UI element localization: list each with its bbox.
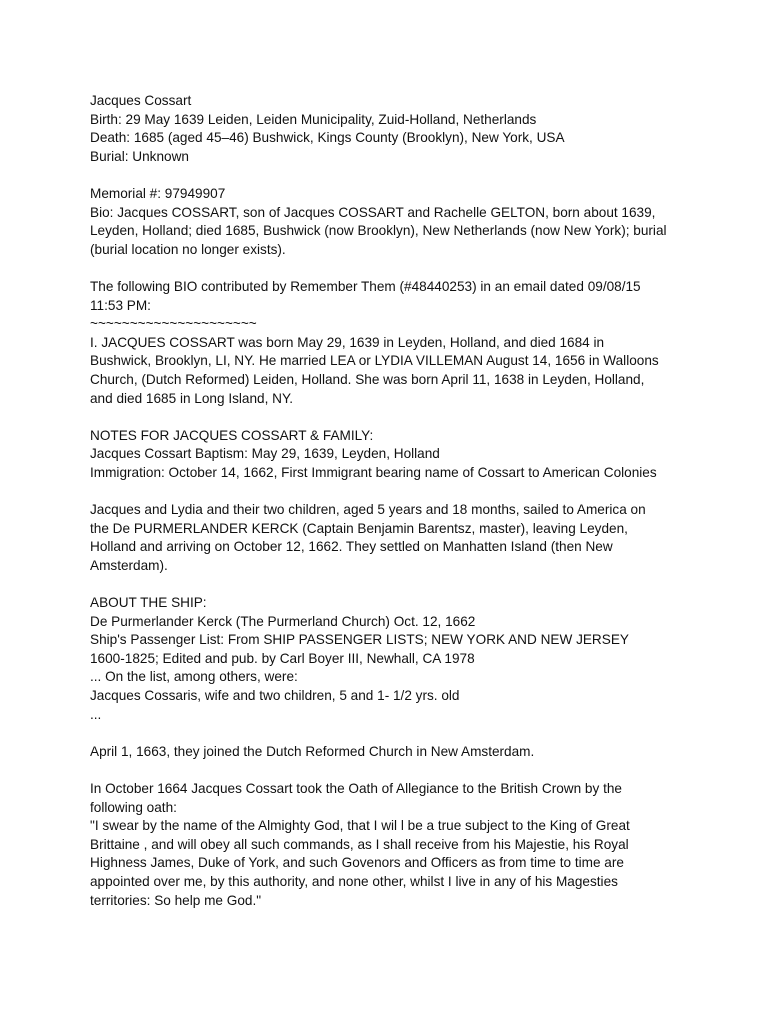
oath-line: Brittaine , and will obey all such commands, as I shall receive from his Majestie, his Royal <box>90 836 629 852</box>
header-block <box>90 92 690 166</box>
birth-line: Birth: 29 May 1639 Leiden, Leiden Municipality, Zuid-Holland, Netherlands <box>90 111 537 127</box>
ship-heading: ABOUT THE SHIP: <box>90 595 207 611</box>
church-line: April 1, 1663, they joined the Dutch Reformed Church in New Amsterdam. <box>90 743 535 759</box>
oath-line: following oath: <box>90 799 177 815</box>
voyage-line: Holland and arriving on October 12, 1662. They settled on Manhatten Island (then New <box>90 539 613 555</box>
entry-line: Church, (Dutch Reformed) Leiden, Holland. She was born April 11, 1638 in Leyden, Holland, <box>90 371 645 387</box>
oath-line: territories: So help me God." <box>90 892 262 908</box>
notes-heading: NOTES FOR JACQUES COSSART & FAMILY: <box>90 427 374 443</box>
spacer <box>90 482 690 501</box>
oath-line: appointed over me, by this authority, and none other, whilst I live in any of his Magesties <box>90 873 618 889</box>
ship-line: 1600-1825; Edited and pub. by Carl Boyer III, Newhall, CA 1978 <box>90 650 475 666</box>
spacer <box>90 259 690 278</box>
ship-line: De Purmerlander Kerck (The Purmerland Church) Oct. 12, 1662 <box>90 613 476 629</box>
ship-line: Ship's Passenger List: From SHIP PASSENGER LISTS; NEW YORK AND NEW JERSEY <box>90 632 629 648</box>
contrib-line: The following BIO contributed by Remember Them (#48440253) in an email dated 09/08/15 <box>90 278 641 294</box>
baptism-line: Jacques Cossart Baptism: May 29, 1639, Leyden, Holland <box>90 446 440 462</box>
spacer <box>90 761 690 780</box>
entry-line: and died 1685 in Long Island, NY. <box>90 390 294 406</box>
entry-line: Bushwick, Brooklyn, LI, NY. He married LEA or LYDIA VILLEMAN August 14, 1656 in Walloons <box>90 353 659 369</box>
voyage-line: the De PURMERLANDER KERCK (Captain Benjamin Barentsz, master), leaving Leyden, <box>90 520 628 536</box>
oath-line: In October 1664 Jacques Cossart took the Oath of Allegiance to the British Crown by the <box>90 780 622 796</box>
bio-line: Leyden, Holland; died 1685, Bushwick (now Brooklyn), New Netherlands (now New York); burial <box>90 223 667 239</box>
burial-line: Burial: Unknown <box>90 148 189 164</box>
ship-line: ... <box>90 706 102 722</box>
immigration-line: Immigration: October 14, 1662, First Immigrant bearing name of Cossart to American Colonies <box>90 464 657 480</box>
notes-block <box>90 427 690 483</box>
spacer <box>90 724 690 743</box>
contrib-line: 11:53 PM: <box>90 297 151 313</box>
contributed-bio-block <box>90 278 690 408</box>
oath-block <box>90 780 690 910</box>
spacer <box>90 166 690 185</box>
ship-line: ... On the list, among others, were: <box>90 669 298 685</box>
ship-block <box>90 594 690 724</box>
bio-line: (burial location no longer exists). <box>90 241 286 257</box>
bio-line: Bio: Jacques COSSART, son of Jacques COSSART and Rachelle GELTON, born about 1639, <box>90 204 656 220</box>
person-name: Jacques Cossart <box>90 93 192 108</box>
voyage-line: Amsterdam). <box>90 557 168 573</box>
spacer <box>90 408 690 427</box>
spacer <box>90 575 690 594</box>
entry-line: I. JACQUES COSSART was born May 29, 1639 in Leyden, Holland, and died 1684 in <box>90 334 605 350</box>
voyage-line: Jacques and Lydia and their two children, aged 5 years and 18 months, sailed to America on <box>90 502 646 518</box>
memorial-block <box>90 185 690 259</box>
church-block <box>90 743 690 762</box>
document-body <box>90 92 690 910</box>
memorial-number: Memorial #: 97949907 <box>90 185 226 201</box>
oath-line: Highness James, Duke of York, and such Govenors and Officers as from time to time are <box>90 855 624 871</box>
oath-line: "I swear by the name of the Almighty God, that I wil l be a true subject to the King of Great <box>90 818 630 834</box>
ship-line: Jacques Cossaris, wife and two children, 5 and 1- 1/2 yrs. old <box>90 688 460 703</box>
voyage-block <box>90 501 690 575</box>
death-line: Death: 1685 (aged 45–46) Bushwick, Kings County (Brooklyn), New York, USA <box>90 130 565 146</box>
tilde-divider: ~~~~~~~~~~~~~~~~~~~~~ <box>90 316 257 332</box>
